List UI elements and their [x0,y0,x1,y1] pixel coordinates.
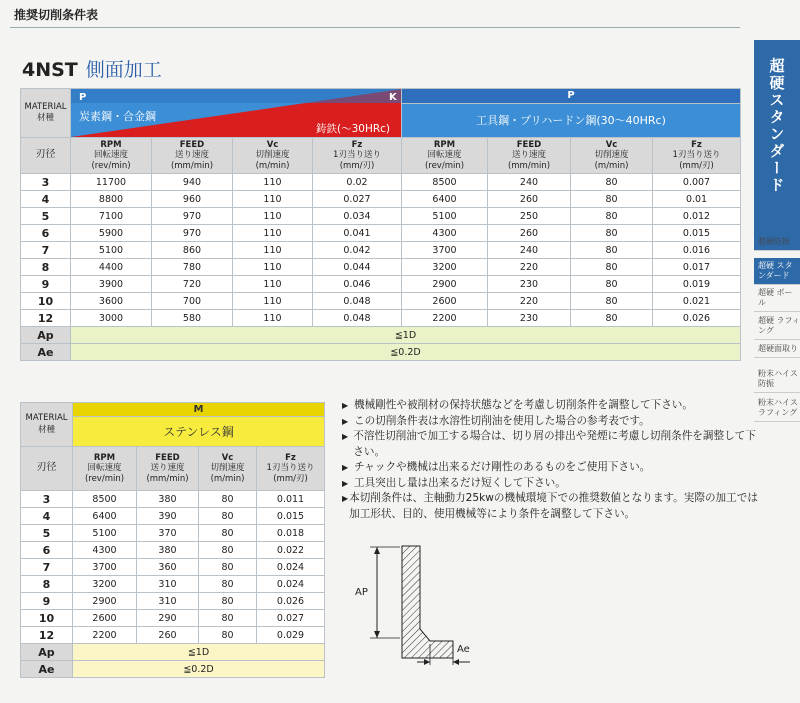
bullet-icon: ▶ [342,478,349,488]
value-cell: 110 [233,259,313,276]
diameter-cell: 7 [21,559,73,576]
value-cell: 0.019 [653,276,741,293]
table2-row [21,593,325,610]
rpm-header: RPM 回転速度 (rev/min) [71,138,152,174]
table1-row [21,208,741,225]
model-name: 4NST [22,59,78,81]
table1-row [21,310,741,327]
diameter-cell: 6 [21,225,71,242]
table2-body [21,491,325,644]
side-nav-item[interactable]: 粉末ハイス ラフィング [754,395,800,422]
value-cell: 3900 [71,276,152,293]
ap-label: AP [355,587,368,598]
feed-header: FEED 送り速度 (mm/min) [137,447,199,491]
ae-value: ≦0.2D [73,661,325,678]
value-cell: 80 [199,593,257,610]
diameter-cell: 4 [21,191,71,208]
value-cell: 700 [152,293,233,310]
table1-row [21,191,741,208]
value-cell: 0.018 [257,525,325,542]
value-cell: 0.01 [653,191,741,208]
value-cell: 80 [199,508,257,525]
diameter-cell: 5 [21,208,71,225]
material-header: MATERIAL 材種 [21,403,73,447]
value-cell: 0.026 [653,310,741,327]
note-text: 機械剛性や被削材の保持状態などを考慮し切削条件を調整して下さい。 [354,399,693,411]
group-label-tool-steel: 工具鋼・プリハードン鋼(30〜40HRc) [402,103,741,137]
group-code-p-right: P [402,89,741,104]
value-cell: 80 [199,610,257,627]
table2-row [21,542,325,559]
diameter-cell: 8 [21,576,73,593]
value-cell: 80 [199,525,257,542]
side-nav-item[interactable]: 粉末ハイス 防振 [754,366,800,393]
code-p: P [79,92,87,103]
value-cell: 2900 [73,593,137,610]
value-cell: 80 [199,491,257,508]
table2-row [21,627,325,644]
bullet-icon: ▶ [342,416,349,426]
value-cell: 380 [137,542,199,559]
diameter-cell: 9 [21,276,71,293]
value-cell: 0.007 [653,174,741,191]
diameter-cell: 9 [21,593,73,610]
value-cell: 110 [233,276,313,293]
value-cell: 80 [571,174,653,191]
value-cell: 0.027 [313,191,402,208]
table2-row [21,491,325,508]
ae-value: ≦0.2D [71,344,741,361]
label-carbon-steel: 炭素鋼・合金鋼 [79,110,156,123]
value-cell: 80 [571,259,653,276]
value-cell: 5900 [71,225,152,242]
value-cell: 0.029 [257,627,325,644]
value-cell: 80 [199,542,257,559]
side-nav-item[interactable]: 超硬 スタンダード [754,258,800,285]
value-cell: 5100 [402,208,488,225]
value-cell: 230 [488,276,571,293]
divider [10,27,740,28]
material-group-carbon-castiron [71,89,402,138]
table1-row [21,276,741,293]
value-cell: 260 [488,225,571,242]
value-cell: 0.034 [313,208,402,225]
table1-body [21,174,741,327]
value-cell: 0.011 [257,491,325,508]
value-cell: 0.022 [257,542,325,559]
value-cell: 110 [233,174,313,191]
value-cell: 80 [571,225,653,242]
operation-name: 側面加工 [85,59,162,81]
value-cell: 11700 [71,174,152,191]
value-cell: 80 [571,191,653,208]
value-cell: 8500 [73,491,137,508]
group-label-stainless: ステンレス鋼 [73,417,325,447]
value-cell: 7100 [71,208,152,225]
value-cell: 960 [152,191,233,208]
value-cell: 80 [571,242,653,259]
value-cell: 80 [199,559,257,576]
bullet-icon: ▶ [342,463,349,472]
group-banner-pk [71,89,402,137]
value-cell: 240 [488,242,571,259]
value-cell: 8800 [71,191,152,208]
note-text: この切削条件表は水溶性切削油を使用した場合の参考表です。 [354,414,650,427]
table1-row [21,293,741,310]
value-cell: 220 [488,293,571,310]
value-cell: 0.016 [653,242,741,259]
code-k: K [389,92,397,103]
vc-header: Vc 切削速度 (m/min) [199,447,257,491]
value-cell: 240 [488,174,571,191]
value-cell: 5100 [73,525,137,542]
ap-label: Ap [21,327,71,344]
value-cell: 380 [137,491,199,508]
value-cell: 290 [137,610,199,627]
value-cell: 0.027 [257,610,325,627]
table1-row [21,242,741,259]
table2-row [21,576,325,593]
value-cell: 390 [137,508,199,525]
ap-label: Ap [21,644,73,661]
value-cell: 250 [488,208,571,225]
value-cell: 0.048 [313,293,402,310]
value-cell: 3700 [402,242,488,259]
page-title [22,55,162,82]
vc-header: Vc 切削速度 (m/min) [571,138,653,174]
cutting-table-m [20,402,325,678]
diameter-cell: 10 [21,293,71,310]
value-cell: 6400 [73,508,137,525]
fz-header: Fz 1刃当り送り (mm/刃) [313,138,402,174]
value-cell: 110 [233,225,313,242]
value-cell: 260 [488,191,571,208]
value-cell: 310 [137,576,199,593]
value-cell: 2200 [73,627,137,644]
note-text: 本切削条件は、主軸動力25kwの機械環境下での推奨数値となります。実際の加工では加工形状、目的、使用機械等により条件を調整して下さい。 [349,492,758,520]
value-cell: 970 [152,208,233,225]
value-cell: 0.041 [313,225,402,242]
value-cell: 80 [571,208,653,225]
value-cell: 0.044 [313,259,402,276]
ap-value: ≦1D [71,327,741,344]
value-cell: 80 [571,310,653,327]
cutting-table-pk [20,88,741,361]
diameter-cell: 6 [21,542,73,559]
value-cell: 720 [152,276,233,293]
material-header: MATERIAL 材種 [21,89,71,138]
side-nav-item[interactable]: 超硬 ラフィング [754,313,800,340]
diameter-cell: 4 [21,508,73,525]
value-cell: 0.048 [313,310,402,327]
rpm-header: RPM 回転速度 (rev/min) [402,138,488,174]
value-cell: 780 [152,259,233,276]
value-cell: 0.024 [257,576,325,593]
ap-value: ≦1D [73,644,325,661]
value-cell: 3600 [71,293,152,310]
value-cell: 3200 [402,259,488,276]
table2-row [21,610,325,627]
ae-label: Ae [457,644,470,655]
diameter-cell: 10 [21,610,73,627]
ap-ae-diagram [345,540,495,680]
value-cell: 310 [137,593,199,610]
note-item [342,476,762,492]
fz-header: Fz 1刃当り送り (mm/刃) [257,447,325,491]
value-cell: 0.02 [313,174,402,191]
diameter-header: 刃径 [21,447,73,491]
value-cell: 80 [199,576,257,593]
ae-label: Ae [21,661,73,678]
table2-row [21,508,325,525]
note-text: 不溶性切削油で加工する場合は、切り屑の排出や発煙に考慮し切削条件を調整して下さい。 [353,430,756,458]
feed-header: FEED 送り速度 (mm/min) [488,138,571,174]
value-cell: 80 [571,276,653,293]
side-nav-item[interactable]: 超硬防振 [754,234,800,251]
cutting-diagram [345,540,495,684]
rpm-header: RPM 回転速度 (rev/min) [73,447,137,491]
table1-row [21,225,741,242]
side-tab-title: 超硬スタンダード [767,58,786,194]
value-cell: 0.012 [653,208,741,225]
value-cell: 0.015 [653,225,741,242]
value-cell: 6400 [402,191,488,208]
diameter-cell: 7 [21,242,71,259]
bullet-icon: ▶ [342,432,349,441]
value-cell: 110 [233,208,313,225]
diameter-cell: 8 [21,259,71,276]
diameter-cell: 12 [21,627,73,644]
value-cell: 110 [233,310,313,327]
side-tab[interactable] [754,40,800,250]
value-cell: 370 [137,525,199,542]
value-cell: 230 [488,310,571,327]
value-cell: 4300 [73,542,137,559]
value-cell: 110 [233,242,313,259]
value-cell: 940 [152,174,233,191]
value-cell: 3000 [71,310,152,327]
notes-list [342,398,762,522]
side-nav-item[interactable]: 超硬 ボール [754,285,800,312]
diameter-cell: 12 [21,310,71,327]
note-item [342,398,762,414]
value-cell: 260 [137,627,199,644]
diameter-cell: 5 [21,525,73,542]
label-cast-iron: 鋳鉄(〜30HRc) [316,123,391,135]
bullet-icon: ▶ [342,401,349,410]
value-cell: 8500 [402,174,488,191]
value-cell: 80 [571,293,653,310]
feed-header: FEED 送り速度 (mm/min) [152,138,233,174]
note-item [342,491,762,522]
value-cell: 860 [152,242,233,259]
value-cell: 0.042 [313,242,402,259]
table1-row [21,174,741,191]
table2-row [21,559,325,576]
value-cell: 0.017 [653,259,741,276]
section-label: 推奨切削条件表 [14,8,99,22]
value-cell: 0.046 [313,276,402,293]
value-cell: 2200 [402,310,488,327]
value-cell: 220 [488,259,571,276]
note-text: チャックや機械は出来るだけ剛性のあるものをご使用下さい。 [354,461,651,473]
value-cell: 4400 [71,259,152,276]
note-item [342,429,762,460]
side-nav-item[interactable]: 超硬面取り [754,341,800,358]
value-cell: 0.015 [257,508,325,525]
table1-row [21,259,741,276]
value-cell: 580 [152,310,233,327]
value-cell: 0.026 [257,593,325,610]
note-item [342,414,762,430]
value-cell: 80 [199,627,257,644]
value-cell: 360 [137,559,199,576]
value-cell: 2600 [73,610,137,627]
value-cell: 3700 [73,559,137,576]
table2-row [21,525,325,542]
group-code-m: M [73,403,325,417]
ae-label: Ae [21,344,71,361]
fz-header: Fz 1刃当り送り (mm/刃) [653,138,741,174]
diameter-header: 刃径 [21,138,71,174]
value-cell: 0.021 [653,293,741,310]
value-cell: 4300 [402,225,488,242]
bullet-icon: ▶ [342,494,349,503]
diameter-cell: 3 [21,491,73,508]
note-text: 工具突出し量は出来るだけ短くして下さい。 [354,476,566,489]
value-cell: 970 [152,225,233,242]
vc-header: Vc 切削速度 (m/min) [233,138,313,174]
value-cell: 3200 [73,576,137,593]
value-cell: 2900 [402,276,488,293]
value-cell: 0.024 [257,559,325,576]
value-cell: 110 [233,293,313,310]
diameter-cell: 3 [21,174,71,191]
value-cell: 110 [233,191,313,208]
value-cell: 2600 [402,293,488,310]
value-cell: 5100 [71,242,152,259]
note-item [342,460,762,476]
